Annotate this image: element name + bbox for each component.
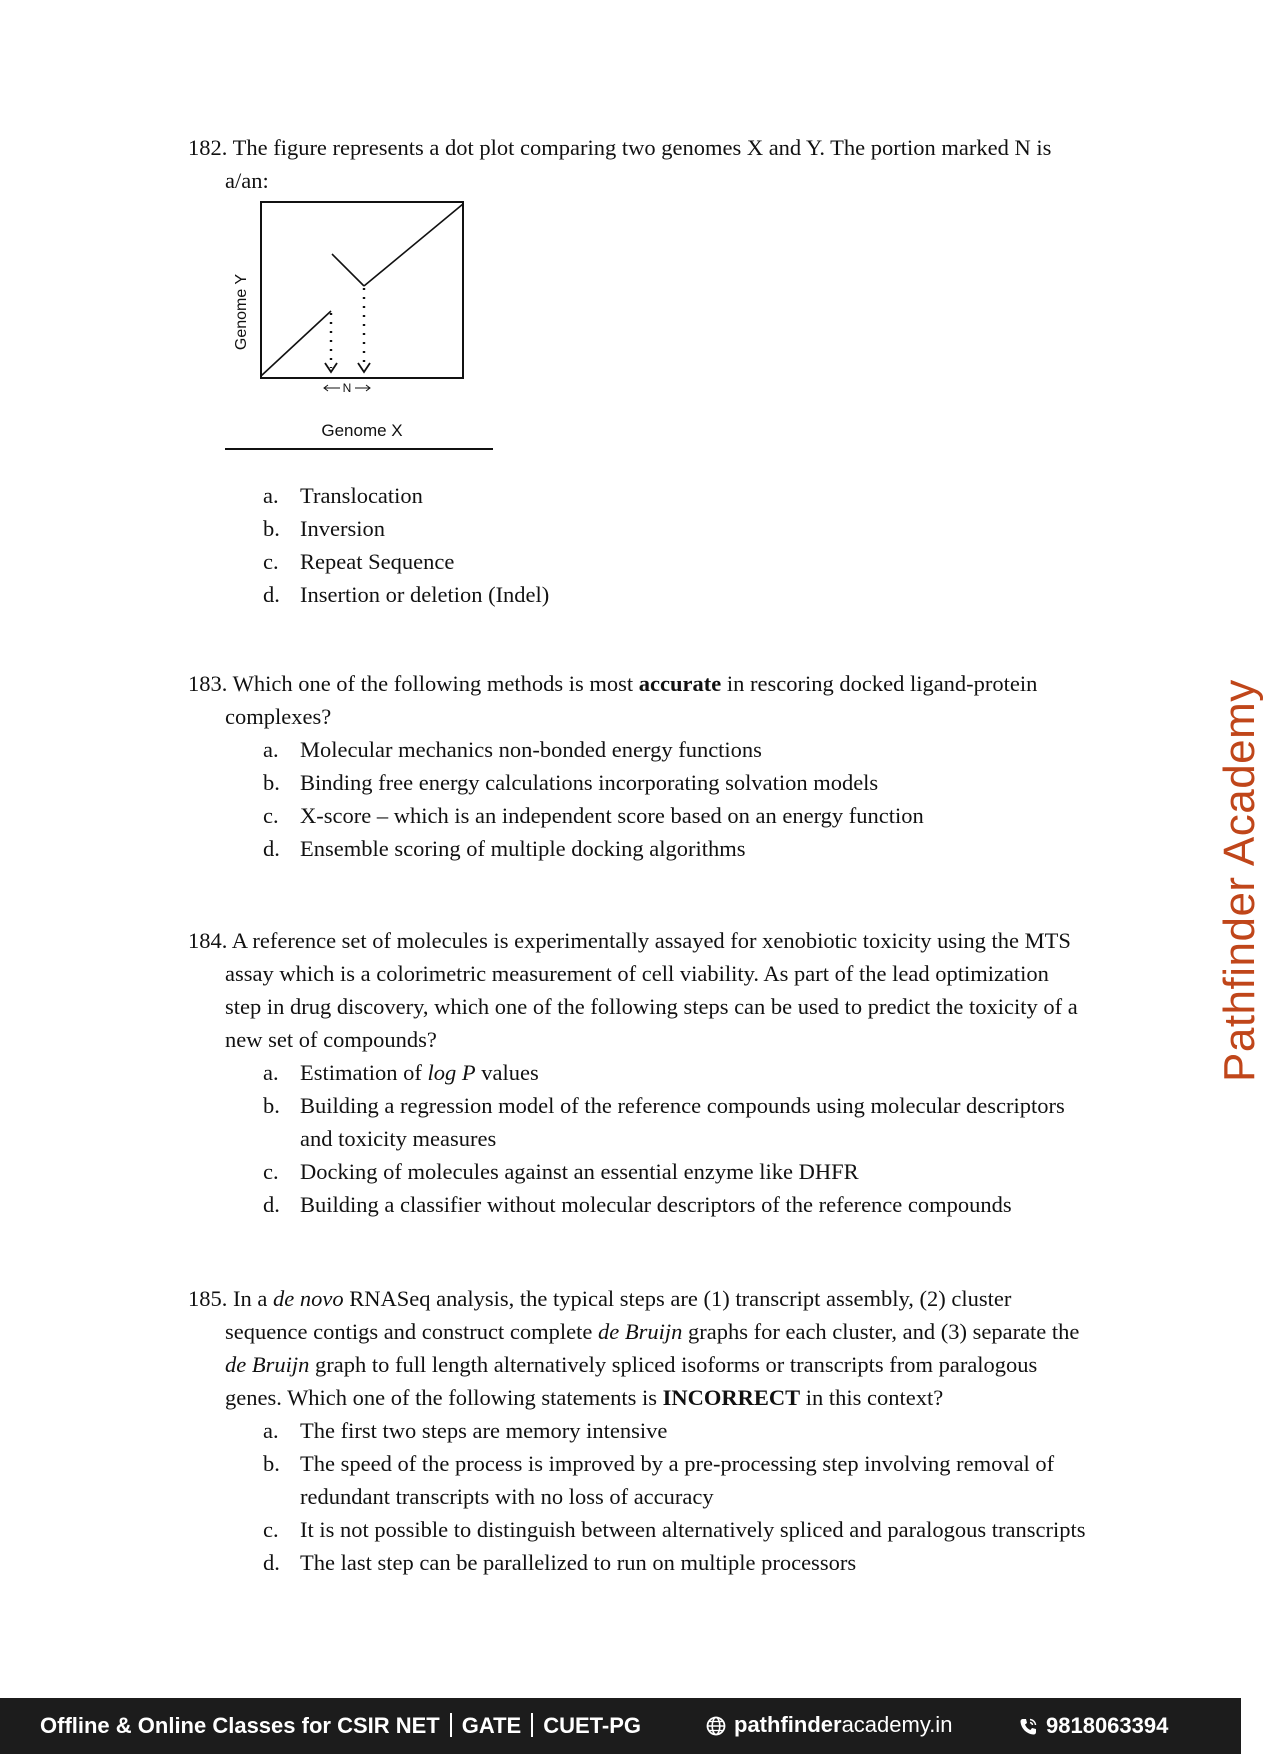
question-stem: 182. The figure represents a dot plot comparing two genomes X and Y. The portion marked N is a/an:: [188, 135, 1052, 193]
option-list: [188, 1056, 1088, 1221]
arrow-down-icon: [358, 363, 370, 372]
alignment-segment-2: [332, 254, 364, 286]
phone-number[interactable]: 9818063394: [1018, 1713, 1168, 1739]
x-axis-label: Genome X: [321, 421, 403, 440]
option-c: c. X-score – which is an independent score based on an energy function: [263, 803, 924, 828]
option-list: [188, 479, 1088, 611]
option-d: d. Ensemble scoring of multiple docking algorithms: [263, 836, 746, 861]
option-c: c. Repeat Sequence: [263, 549, 455, 574]
watermark: Pathfinder Academy: [1215, 679, 1264, 1082]
footer-tagline: Offline & Online Classes for CSIR NET GATE CUET-PG: [40, 1713, 642, 1738]
option-d: d. The last step can be parallelized to run on multiple processors: [263, 1550, 857, 1575]
option-b: b. The speed of the process is improved by a pre-processing step involving removal of redundant transcripts with no loss of accuracy: [263, 1451, 1055, 1509]
question-stem: 183. Which one of the following methods is most accurate in rescoring docked ligand-protein complexes?: [188, 671, 1038, 729]
globe-icon: [706, 1716, 726, 1736]
question-184: [188, 924, 1088, 1221]
option-d: d. Insertion or deletion (Indel): [263, 582, 550, 607]
option-a: a. The first two steps are memory intensive: [263, 1418, 668, 1443]
y-axis-label: Genome Y: [233, 273, 250, 351]
question-183: [188, 667, 1088, 865]
option-a: a. Translocation: [263, 483, 423, 508]
dot-plot-figure: [225, 198, 495, 453]
phone-icon: [1018, 1717, 1038, 1737]
question-185: [188, 1282, 1088, 1579]
separator: [531, 1713, 533, 1737]
question-182: [188, 131, 1088, 197]
option-c: c. It is not possible to distinguish between alternatively spliced and paralogous transcripts: [263, 1517, 1086, 1542]
option-list: [188, 733, 1088, 865]
option-b: b. Building a regression model of the reference compounds using molecular descriptors and toxicity measures: [263, 1093, 1065, 1151]
question-stem: 184. A reference set of molecules is experimentally assayed for xenobiotic toxicity using the MTS assay which is a colorimetric measurement of cell viability. As part of the lead optimization step in drug discovery, which one of the following steps can be used to predict the toxicity of a new set of compounds?: [188, 928, 1078, 1052]
option-a: a. Molecular mechanics non-bonded energy functions: [263, 737, 762, 762]
option-list: [188, 1414, 1088, 1579]
website-link[interactable]: pathfinderacademy.in: [706, 1712, 952, 1738]
separator: [450, 1713, 452, 1737]
question-stem: 185. In a de novo RNASeq analysis, the typical steps are (1) transcript assembly, (2) cluster sequence contigs and construct complete de Bruijn graphs for each cluster, and (3) separate the de Bruijn graph to full length alternatively spliced isoforms or transcripts from paralogous genes. Which one of the following statements is INCORRECT in this context?: [188, 1286, 1080, 1410]
dot-plot-svg: [225, 198, 495, 453]
option-b: b. Inversion: [263, 516, 385, 541]
option-d: d. Building a classifier without molecular descriptors of the reference compounds: [263, 1192, 1012, 1217]
option-a: a. Estimation of log P values: [263, 1060, 539, 1085]
n-interval-marker: [324, 381, 370, 395]
option-c: c. Docking of molecules against an essential enzyme like DHFR: [263, 1159, 859, 1184]
n-label: N: [342, 381, 352, 395]
alignment-segment-1: [261, 311, 331, 376]
footer-bar: [0, 1698, 1241, 1754]
option-b: b. Binding free energy calculations incorporating solvation models: [263, 770, 879, 795]
alignment-segment-3: [364, 204, 463, 286]
question-182-options: [188, 479, 1088, 611]
